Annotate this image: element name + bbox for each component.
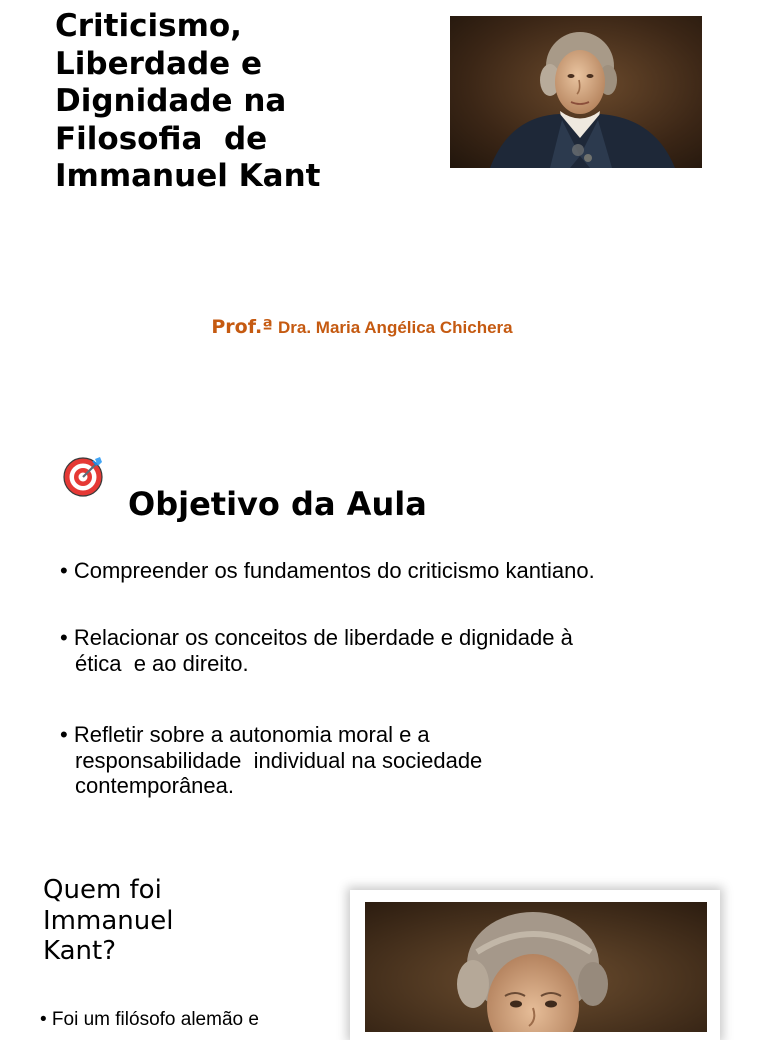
objective-bullet xyxy=(60,722,735,799)
bullet-line: • Relacionar os conceitos de liberdade e dignidade à xyxy=(60,625,573,650)
author-prefix: Prof.ª xyxy=(211,316,273,338)
slide-title-line: Criticismo, xyxy=(55,8,242,44)
bullet-line: responsabilidade individual na sociedade xyxy=(75,747,483,773)
slide-title-line: Dignidade na xyxy=(55,83,287,119)
who-heading-line: Quem foi xyxy=(43,875,162,905)
kant-portrait-image xyxy=(450,16,702,168)
bullet-line: • Refletir sobre a autonomia moral e a xyxy=(60,722,430,747)
slide-title-line: Liberdade e xyxy=(55,45,263,82)
slide-title-line: Immanuel Kant xyxy=(55,158,321,194)
who-heading-line: Immanuel xyxy=(43,905,174,936)
who-heading-line: Kant? xyxy=(43,936,116,966)
slide-title-line: Filosofia de xyxy=(55,120,268,157)
bullet-line: • Compreender os fundamentos do criticismo kantiano. xyxy=(60,558,595,583)
target-icon xyxy=(62,455,104,497)
objective-bullet xyxy=(60,625,735,676)
bullet-line: contemporânea. xyxy=(75,773,234,798)
objective-bullet xyxy=(60,558,735,584)
author-line xyxy=(0,316,724,338)
who-heading xyxy=(43,875,243,967)
who-bullet: • Foi um filósofo alemão e xyxy=(40,1009,259,1030)
author-name: Dra. Maria Angélica Chichera xyxy=(277,318,513,337)
slide-title xyxy=(55,8,435,196)
objective-heading: Objetivo da Aula xyxy=(128,485,427,523)
bullet-line: ética e ao direito. xyxy=(75,650,249,676)
kant-portrait-image xyxy=(365,902,707,1032)
